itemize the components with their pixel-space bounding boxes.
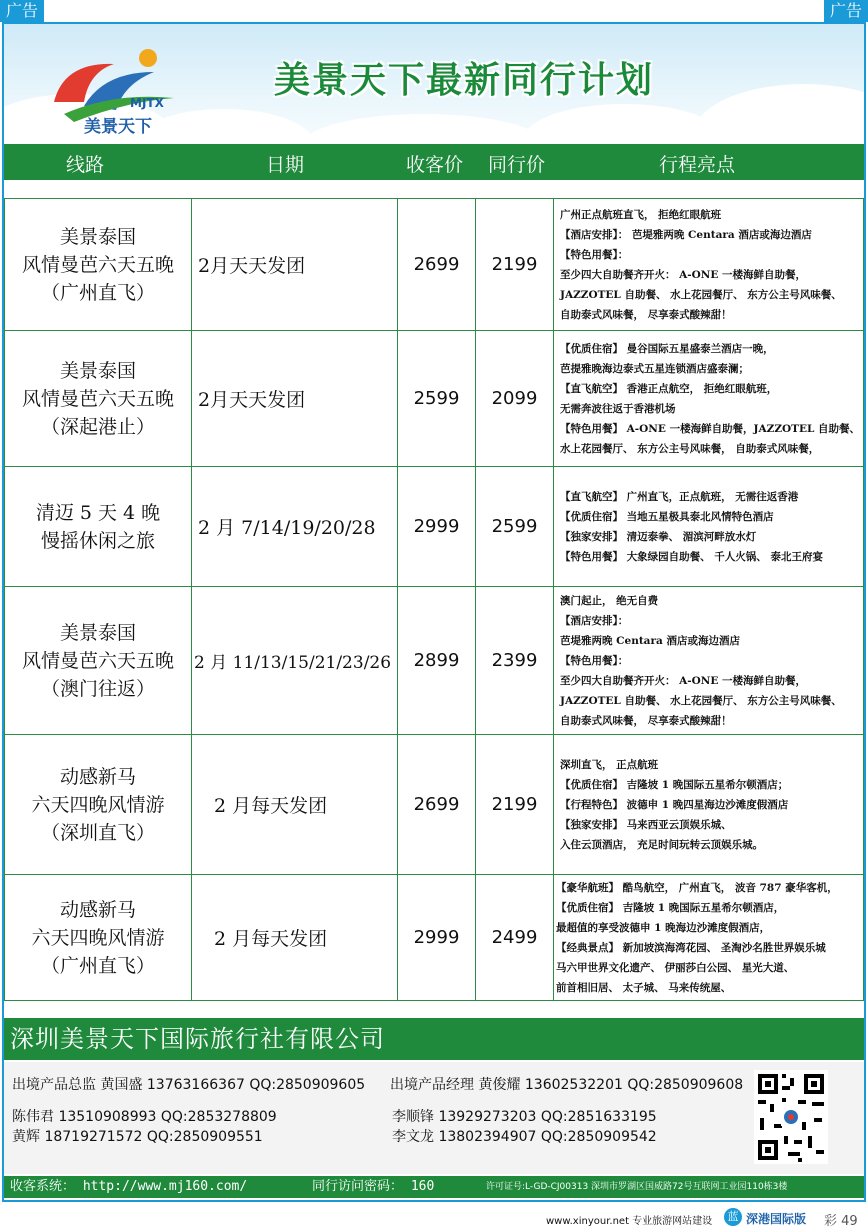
banner: [4, 24, 864, 144]
contact-director: 出境产品总监 黄国盛 13763166367 QQ:2850909605: [12, 1077, 366, 1093]
trade-password: 同行访问密码： 160: [312, 1179, 435, 1194]
contact-panel: [4, 1062, 864, 1174]
company-logo: [44, 32, 184, 142]
contact-person: 李顺锋 13929273203 QQ:2851633195: [392, 1109, 657, 1125]
retail-price: 2899: [398, 587, 476, 735]
trade-price: 2199: [476, 735, 554, 875]
col-trade: 同行价: [488, 154, 546, 176]
route-cell: 美景泰国 风情曼芭六天五晚 （深起港止）: [5, 331, 192, 467]
route-cell: 动感新马 六天四晚风情游 （广州直飞）: [5, 875, 192, 1001]
site-credit: www.xinyour.net 专业旅游网站建设: [546, 1216, 713, 1227]
table-row: [5, 331, 864, 467]
ad-label-right: 广告: [824, 0, 868, 22]
footer-bar: [4, 1176, 864, 1198]
route-cell: 美景泰国 风情曼芭六天五晚 （澳门往返）: [5, 587, 192, 735]
qr-code-icon: [754, 1070, 828, 1164]
date-cell: 2月天天发团: [192, 331, 398, 467]
highlights-cell: 澳门起止， 绝无自费 【酒店安排】： 芭堤雅两晚 Centara 酒店或海边酒店 【特色用餐】： 至少四大自助餐齐开火： A-ONE 一楼海鲜自助餐， JAZZOTEL 自助餐、 水上花园餐厅、 东方公主号风味餐、 自助泰式风味餐， 尽享泰式酸辣甜！: [554, 587, 864, 735]
logo-abbr: MJTX: [130, 96, 164, 110]
retail-price: 2699: [398, 199, 476, 331]
table-row: [5, 199, 864, 331]
edition-name: 深港国际版: [746, 1212, 807, 1226]
cloud-shape: [694, 84, 864, 144]
table-row: [5, 735, 864, 875]
date-cell: 2 月 11/13/15/21/23/26: [192, 587, 398, 735]
retail-price: 2599: [398, 331, 476, 467]
date-cell: 2 月 7/14/19/20/28: [192, 467, 398, 587]
logo-name: 美景天下: [84, 117, 152, 137]
route-cell: 动感新马 六天四晚风情游 （深圳直飞）: [5, 735, 192, 875]
col-highlights: 行程亮点: [659, 154, 736, 176]
highlights-cell: 深圳直飞， 正点航班 【优质住宿】 吉隆坡 1 晚国际五星希尔顿酒店； 【行程特色】 波德申 1 晚四星海边沙滩度假酒店 【独家安排】 马来西亚云顶娱乐城、 入住云顶酒店， 充足时间玩转云顶娱乐城。: [554, 735, 864, 875]
col-retail: 收客价: [406, 154, 464, 176]
route-cell: 清迈 5 天 4 晚 慢摇休闲之旅: [5, 467, 192, 587]
trade-price: 2099: [476, 331, 554, 467]
highlights-cell: 【豪华航班】 酷鸟航空， 广州直飞， 波音 787 豪华客机， 【优质住宿】 吉隆坡 1 晚国际五星希尔顿酒店， 最超值的享受波德申 1 晚海边沙滩度假酒店， 【经典景点】 新加坡滨海湾花园、 圣淘沙名胜世界娱乐城 马六甲世界文化遗产、 伊丽莎白公园、 星光大道、 前首相旧居、 太子城、 马来传统屋、: [554, 875, 864, 1001]
trade-price: 2499: [476, 875, 554, 1001]
trade-price: 2199: [476, 199, 554, 331]
contact-person: 陈伟君 13510908993 QQ:2853278809: [12, 1109, 277, 1125]
col-route: 线路: [66, 154, 105, 176]
highlights-cell: 广州正点航班直飞， 拒绝红眼航班 【酒店安排】： 芭堤雅两晚 Centara 酒店或海边酒店 【特色用餐】： 至少四大自助餐齐开火： A-ONE 一楼海鲜自助餐， JAZZOTEL 自助餐、 水上花园餐厅、 东方公主号风味餐、 自助泰式风味餐， 尽享泰式酸辣甜！: [554, 199, 864, 331]
table-row: [5, 875, 864, 1001]
retail-price: 2999: [398, 875, 476, 1001]
table-row: [5, 467, 864, 587]
highlights-cell: 【直飞航空】 广州直飞，正点航班， 无需往返香港 【优质住宿】 当地五星极具泰北风情特色酒店 【独家安排】 清迈泰拳、 湄滨河畔放水灯 【特色用餐】 大象绿园自助餐、 千人火锅、 泰北王府宴: [554, 467, 864, 587]
ad-label-left: 广告: [0, 0, 44, 22]
cloud-shape: [304, 114, 544, 144]
trade-price: 2399: [476, 587, 554, 735]
table-row: [5, 587, 864, 735]
plans-table: [4, 198, 864, 1001]
contact-person: 黄辉 18719271572 QQ:2850909551: [12, 1129, 263, 1145]
contact-manager: 出境产品经理 黄俊耀 13602532201 QQ:2850909608: [390, 1077, 744, 1093]
trade-price: 2599: [476, 467, 554, 587]
table-header: [4, 144, 864, 180]
edition-icon: 蓝: [724, 1208, 742, 1226]
page-title: 美景天下最新同行计划: [274, 59, 655, 101]
date-cell: 2 月每天发团: [192, 875, 398, 1001]
company-name-bar: 深圳美景天下国际旅行社有限公司: [4, 1018, 864, 1060]
col-date: 日期: [266, 154, 305, 176]
route-cell: 美景泰国 风情曼芭六天五晚 （广州直飞）: [5, 199, 192, 331]
retail-price: 2999: [398, 467, 476, 587]
page-number: 彩 49: [824, 1214, 858, 1229]
contact-person: 李文龙 13802394907 QQ:2850909542: [392, 1129, 657, 1145]
booking-system: 收客系统： http://www.mj160.com/: [10, 1179, 248, 1194]
date-cell: 2 月每天发团: [192, 735, 398, 875]
magazine-footer: [0, 1206, 868, 1230]
highlights-cell: 【优质住宿】 曼谷国际五星盛泰兰酒店一晚， 芭提雅晚海边泰式五星连锁酒店盛泰澜； 【直飞航空】 香港正点航空， 拒绝红眼航班， 无需奔波往返于香港机场 【特色用餐】 A-ONE 一楼海鲜自助餐，JAZZOTEL 自助餐、 水上花园餐厅、 东方公主号风味餐， 自助泰式风味餐，: [554, 331, 864, 467]
retail-price: 2699: [398, 735, 476, 875]
date-cell: 2月天天发团: [192, 199, 398, 331]
license-address: 许可证号:L-GD-CJ00313 深圳市罗湖区国威路72号互联网工业园110栋3楼: [486, 1182, 788, 1192]
